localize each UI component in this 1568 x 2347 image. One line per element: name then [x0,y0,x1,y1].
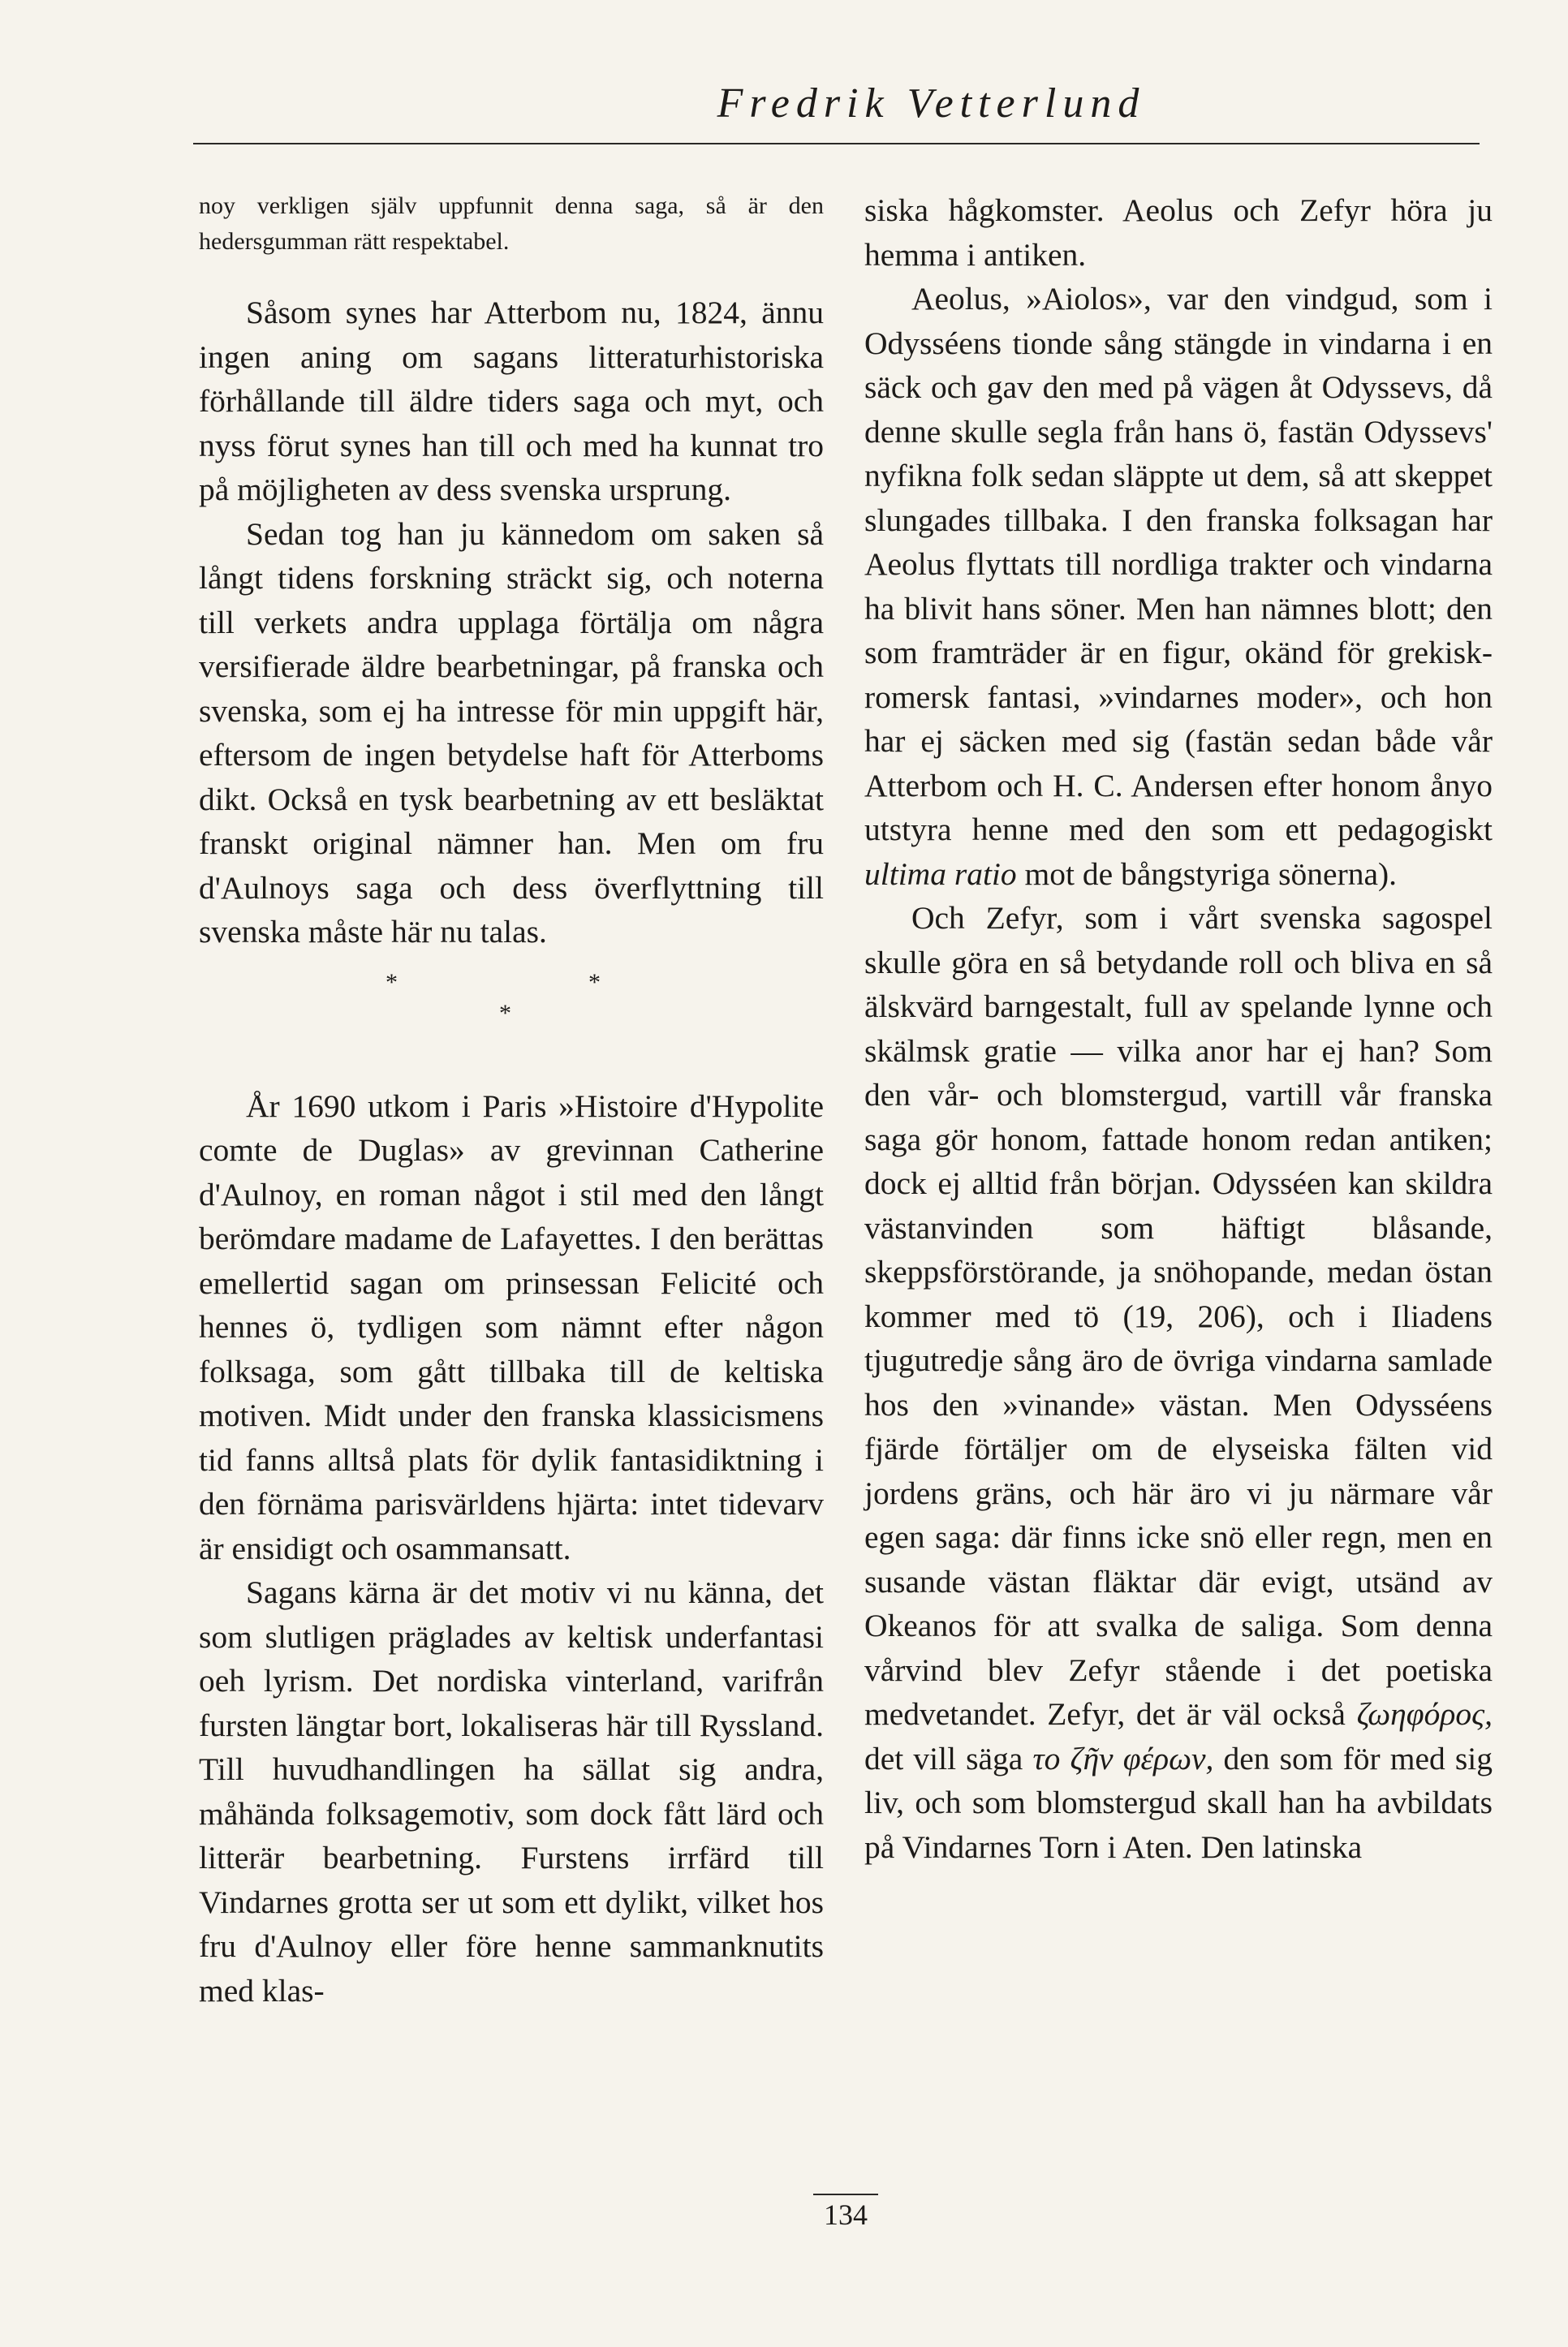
page-number: 134 [824,2198,868,2231]
paragraph-text: Och Zefyr, som i vårt svenska sagospel skulle göra en så betydande roll och bliva en så älskvärd barngestalt, full av spelande lynne och skälmsk gratie — vilka anor har ej han? Som den vår- och blomstergud, vartill vår franska saga gör honom, fattade honom redan antiken; dock ej alltid från början. Odysséen kan skildra västanvinden som häftigt blåsande, skeppsförstörande, ja snöhopande, medan östan kommer med tö (19, 206), och i Iliadens tjugutredje sång äro de övriga vindarna samlade hos den »vinande» västan. Men Odysséens fjärde förtäljer om de elyseiska fälten vid jordens gräns, och här äro vi ju närmare vår egen saga: där finns icke snö eller regn, men en susande västan fläktar där evigt, utsänd av Okeanos för att svalka de saliga. Som denna vårvind blev Zefyr stående i det poetiska medvetandet. Zefyr, det är väl också [864,900,1493,1732]
latin-phrase: ultima ratio [864,855,1017,892]
paragraph-text: det vill säga [864,1740,1023,1776]
paragraph [864,896,1493,1869]
footnote-continuation: noy verkligen själv uppfunnit denna saga, så är den hedersgumman rätt respektabel. [199,192,824,255]
paragraph: År 1690 utkom i Paris »Histoire d'Hypolite comte de Duglas» av grevinnan Catherine d'Aulnoy, en roman något i stil med den långt berömdare madame de Lafayettes. I den berättas emellertid sagan om prinsessan Felicité och hennes ö, tydligen som nämnt efter någon folksaga, som gått tillbaka till de keltiska motiven. Midt under den franska klassicismens tid fanns alltså plats för dylik fantasidiktning i den förnäma parisvärldens hjärta: intet tidevarv är ensidigt och osammansatt. [199,1087,824,1566]
running-header: Fredrik Vetterlund [717,80,1146,127]
paragraph: Sagans kärna är det motiv vi nu känna, det som slutligen präglades av keltisk underfantasi oeh lyrism. Det nordiska vinterland, varifrån fursten längtar bort, lokaliseras här till Ryssland. Till huvudhandlingen ha sällat sig andra, måhända folksagemotiv, som dock fått lärd och litterär bearbetning. Furstens irrfärd till Vindarnes grotta ser ut som ett dylikt, vilket hos fru d'Aulnoy eller före henne sammanknutits med klas- [199,1574,824,2009]
paragraph: siska hågkomster. Aeolus och Zefyr höra ju hemma i antiken. [864,192,1493,273]
paragraph: Såsom synes har Atterbom nu, 1824, ännu ingen aning om sagans litteraturhistoriska förhållande till äldre tiders saga och myt, och nyss förut synes han till och med ha kunnat tro på möjligheten av dess svenska ursprung. [199,295,824,507]
right-column [864,188,1493,1869]
paragraph-text: mot de bångstyriga sönerna). [1024,855,1398,892]
greek-phrase: το ζῆν φέρων, [1032,1740,1214,1776]
greek-word: ζωηφόρος, [1356,1696,1493,1732]
paragraph [864,277,1493,896]
asterisk: * [499,999,511,1027]
asterisk: * [386,968,398,996]
paragraph: Sedan tog han ju kännedom om saken så långt tidens forskning sträckt sig, och noterna till verkets andra upplaga förtälja om några versifierade äldre bearbetningar, på franska och svenska, som ej ha intresse för min uppgift här, eftersom de ingen betydelse haft för Atterboms dikt. Också en tysk bearbetning av ett besläktat franskt original nämner han. Men om fru d'Aulnoys saga och dess överflyttning till svenska måste här nu talas. [199,515,824,950]
page-number-rule [813,2194,878,2195]
left-column [199,188,824,2013]
paragraph-text: Aeolus, »Aiolos», var den vindgud, som i Odysséens tionde sång stängde in vindarna i en säck och gav den med på vägen åt Odyssevs, då denne skulle segla från hans ö, fastän Odyssevs' nyfikna folk sedan släppte ut dem, så att skeppet slungades tillbaka. I den franska folksagan har Aeolus flyttats till nordliga trakter och vindarna ha blivit hans söner. Men han nämnes blott; den som framträder är en figur, okänd för grekisk-romersk fantasi, »vindarnes moder», och hon har ej säcken med sig (fastän sedan både vår Atterbom och H. C. Andersen efter honom ånyo utstyra henne med den som ett pedagogiskt [864,281,1493,847]
section-divider [199,961,824,1052]
asterisk: * [588,968,601,996]
paragraph-text: den som för med sig liv, och som blomstergud skall han ha avbildats på Vindarnes Torn i Aten. Den latinska [864,1740,1493,1865]
header-rule [193,143,1480,144]
